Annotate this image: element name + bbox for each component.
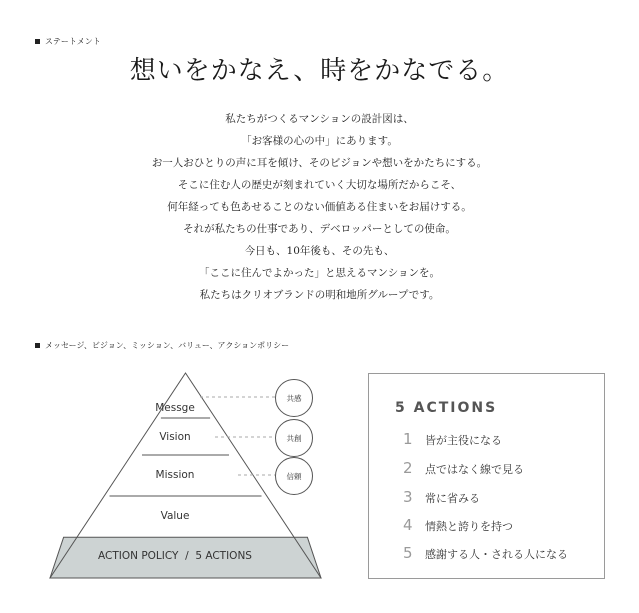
action-number: 1 (403, 430, 413, 448)
action-number: 3 (403, 488, 413, 506)
pyramid-tier-value: Value (160, 510, 190, 522)
pyramid-tier-action-policy: ACTION POLICY / 5 ACTIONS (98, 550, 252, 562)
value-circle-empathy: 共感 (275, 379, 313, 417)
pyramid-tier-vision: Vision (159, 431, 191, 443)
statement-line: 「お客様の心の中」にあります。 (241, 135, 398, 147)
action-item (403, 430, 502, 448)
statement-line: 「ここに住んでよかった」と思えるマンションを。 (198, 267, 441, 279)
action-text: 感謝する人・される人になる (425, 548, 568, 561)
pyramid-tier-mission: Mission (155, 469, 195, 481)
policy-label-text: メッセージ、ビジョン、ミッション、バリュー、アクションポリシー (45, 341, 290, 350)
action-number: 2 (403, 459, 413, 477)
statement-line: 今日も、10年後も、その先も、 (244, 245, 395, 257)
value-circle-trust: 信頼 (275, 457, 313, 495)
statement-line: それが私たちの仕事であり、デベロッパーとしての使命。 (183, 223, 456, 235)
action-item (403, 459, 524, 477)
action-text: 常に省みる (425, 492, 480, 505)
statement-line: 私たちがつくるマンションの設計図は、 (225, 113, 414, 125)
statement-headline: 想いをかなえ、時をかなでる。 (129, 56, 510, 86)
action-text: 皆が主役になる (425, 434, 502, 447)
action-number: 4 (403, 516, 413, 534)
action-item (403, 516, 513, 534)
square-bullet-icon (35, 343, 40, 348)
action-item (403, 488, 480, 506)
action-text: 点ではなく線で見る (425, 463, 524, 476)
value-circle-cocreation: 共創 (275, 419, 313, 457)
statement-body (0, 108, 639, 306)
statement-line: そこに住む人の歴史が刻まれていく大切な場所だからこそ、 (177, 179, 462, 191)
action-item (403, 544, 568, 562)
statement-line: お一人おひとりの声に耳を傾け、そのビジョンや想いをかたちにする。 (151, 157, 488, 169)
statement-line: 何年経っても色あせることのない価値ある住まいをお届けする。 (167, 201, 472, 213)
statement-section-label (35, 36, 101, 47)
statement-label-text: ステートメント (45, 37, 101, 46)
square-bullet-icon (35, 39, 40, 44)
action-number: 5 (403, 544, 413, 562)
statement-line: 私たちはクリオブランドの明和地所グループです。 (199, 289, 440, 301)
pyramid-tier-message: Messge (155, 402, 195, 414)
policy-section-label (35, 340, 289, 351)
five-actions-title: 5 ACTIONS (395, 400, 498, 416)
five-actions-box (368, 373, 605, 579)
action-text: 情熱と誇りを持つ (425, 520, 513, 533)
